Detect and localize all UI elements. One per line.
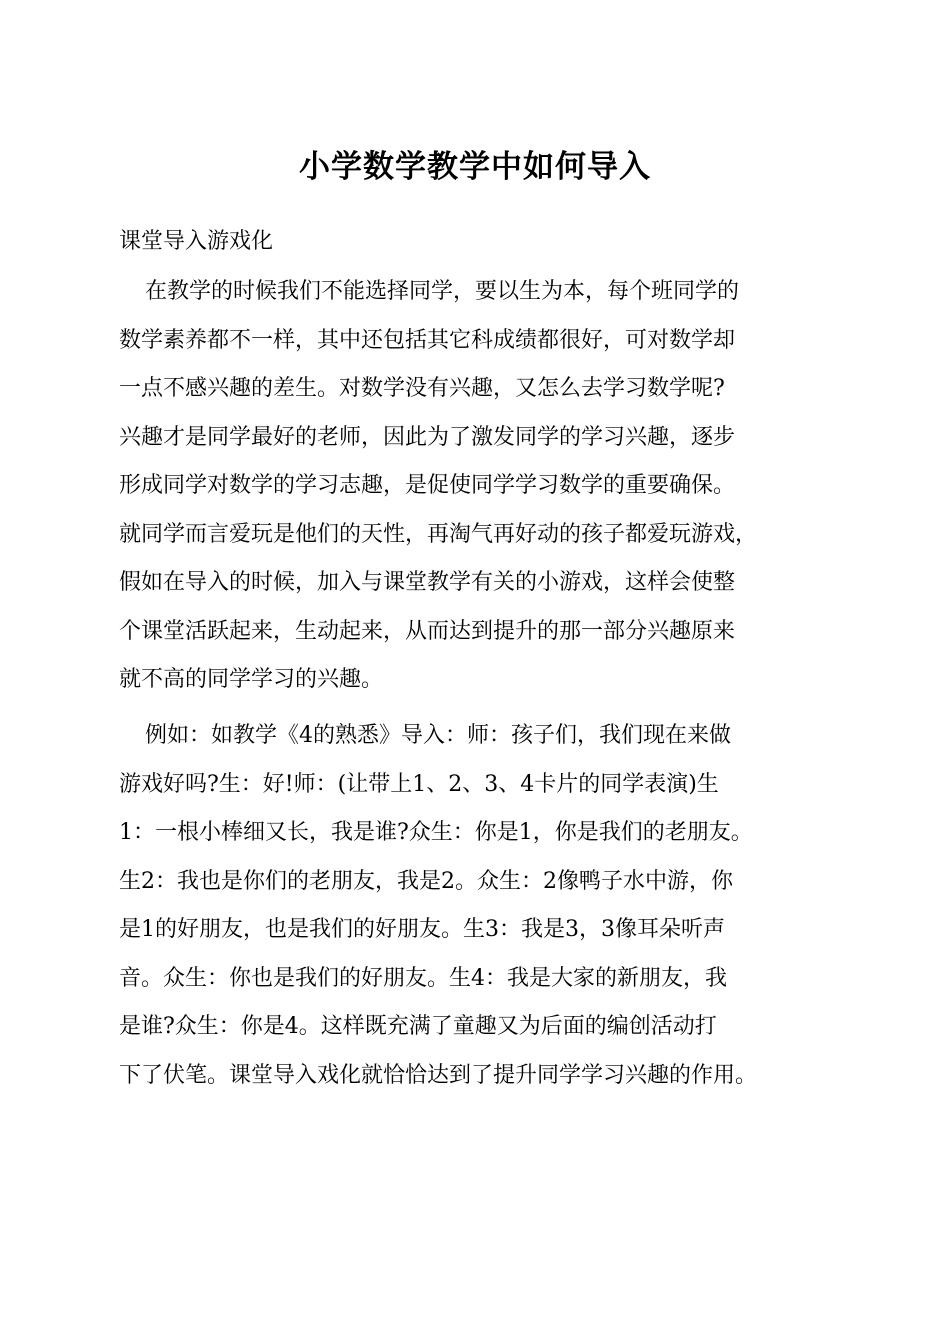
paragraph-line: 就不高的同学学习的兴趣。 bbox=[119, 667, 384, 692]
paragraph-line: 是1的好朋友，也是我们的好朋友。生3：我是3，3像耳朵听声 bbox=[119, 917, 725, 942]
paragraph-line: 假如在导入的时候，加入与课堂教学有关的小游戏，这样会使整 bbox=[119, 570, 736, 595]
paragraph-line: 例如：如教学《4的熟悉》导入：师：孩子们，我们现在来做 bbox=[145, 723, 731, 748]
paragraph-line: 一点不感兴趣的差生。对数学没有兴趣，又怎么去学习数学呢? bbox=[119, 376, 725, 401]
paragraph-line: 在教学的时候我们不能选择同学，要以生为本，每个班同学的 bbox=[145, 279, 740, 304]
paragraph-line: 数学素养都不一样，其中还包括其它科成绩都很好，可对数学却 bbox=[119, 327, 736, 353]
document-title: 小学数学教学中如何导入 bbox=[299, 149, 651, 185]
paragraph-line: 1：一根小棒细又长，我是谁?众生：你是1，你是我们的老朋友。 bbox=[119, 820, 753, 845]
paragraph-line: 游戏好吗?生：好!师：(让带上1、2、3、4卡片的同学表演)生 bbox=[119, 771, 719, 797]
paragraph-2 bbox=[119, 712, 757, 1100]
paragraph-line: 生2：我也是你们的老朋友，我是2。众生：2像鸭子水中游，你 bbox=[119, 868, 733, 894]
paragraph-1 bbox=[119, 268, 757, 705]
paragraph-line: 下了伏笔。课堂导入戏化就恰恰达到了提升同学学习兴趣的作用。 bbox=[119, 1062, 758, 1088]
paragraph-line: 音。众生：你也是我们的好朋友。生4：我是大家的新朋友，我 bbox=[119, 965, 727, 991]
paragraph-line: 是谁?众生：你是4。这样既充满了童趣又为后面的编创活动打 bbox=[119, 1014, 717, 1039]
paragraph-line: 就同学而言爱玩是他们的天性，再淘气再好动的孩子都爱玩游戏， bbox=[119, 521, 758, 547]
paragraph-line: 个课堂活跃起来，生动起来，从而达到提升的那一部分兴趣原来 bbox=[119, 618, 736, 644]
paragraph-line: 形成同学对数学的学习志趣，是促使同学学习数学的重要确保。 bbox=[119, 473, 736, 498]
section-heading: 课堂导入游戏化 bbox=[119, 229, 274, 254]
paragraph-line: 兴趣才是同学最好的老师，因此为了激发同学的学习兴趣，逐步 bbox=[119, 424, 736, 450]
